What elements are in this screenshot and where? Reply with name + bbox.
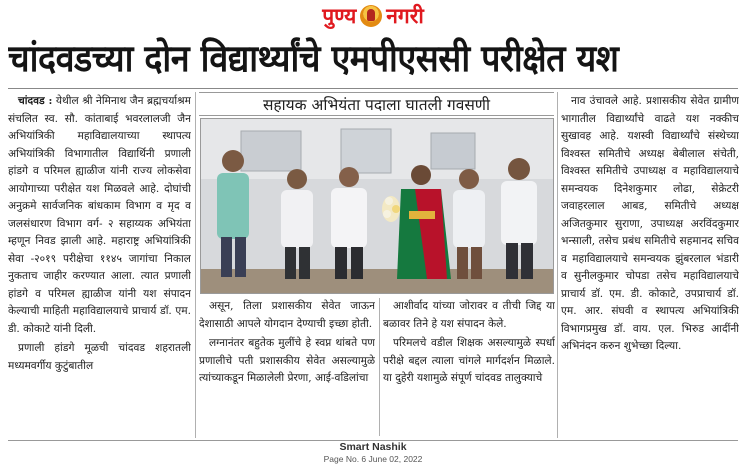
shivaji-emblem-icon bbox=[360, 5, 382, 27]
news-photo bbox=[200, 118, 554, 294]
column-divider bbox=[195, 92, 196, 438]
article-headline: चांदवडच्या दोन विद्यार्थ्यांचे एमपीएससी परीक्षेत यश bbox=[8, 37, 619, 80]
article-column-mid-1 bbox=[199, 298, 375, 438]
column-mid2-para2: परिमलचे वडील शिक्षक असल्यामुळे स्पर्धा परीक्षे बद्दल त्याला चांगले मार्गदर्शन मिळाले. या दुहेरी यशामुळे संपूर्ण चांदवड तालुक्याचे bbox=[383, 337, 555, 384]
masthead bbox=[0, 2, 746, 30]
column-divider bbox=[379, 298, 380, 436]
page-footer bbox=[0, 441, 746, 465]
newspaper-logo bbox=[322, 2, 424, 30]
column-mid1-para1: असून, तिला प्रशासकीय सेवेत जाऊन देशासाठी आपले योगदान देण्याची इच्छा होती. bbox=[199, 300, 375, 330]
dateline: चांदवड : bbox=[18, 95, 53, 107]
column-left-para2: प्रणाली हांडगे मूळची चांदवड शहरातली मध्यमवर्गीय कुटुंबातील bbox=[8, 342, 191, 372]
article-subhead: सहायक अभियंता पदाला घातली गवसणी bbox=[199, 92, 554, 116]
headline-divider bbox=[8, 88, 738, 89]
column-right-para: नाव उंचावले आहे. प्रशासकीय सेवेत ग्रामीण भागातील विद्यार्थ्यांचे वाढते यश नक्कीच सुखावह आहे. यशस्वी विद्यार्थ्यांचे संस्थेच्या विश्वस्त समितीचे अध्यक्ष बेबीलाल संचेती, विश्वस्त समितीचे उपाध्यक्ष व महाविद्यालयाचे समन्वयक दिनेशकुमार लोढा, सेक्रेटरी जवाहरलाल आबड, समितीचे अध्यक्ष अजितकुमार सुराणा, उपाध्यक्ष अरविंदकुमार भन्साली, तसेच प्रबंध समितीचे सहमानद सचिव व महाविद्यालयाचे समन्वयक झुंबरलाल भंडारी व सुनीलकुमार चोपडा तसेच महाविद्यालयाचे प्राचार्य डॉ. एम. डी. कोकाटे, उपप्राचार्य डॉ. एम. आर. संघवी व स्थापत्य अभियांत्रिकी विभागप्रमुख डॉ. वाय. एल. भिरुड आदींनी अभिनंदन करुन शुभेच्छा दिल्या. bbox=[561, 95, 739, 352]
column-mid2-para1: आशीर्वाद यांच्या जोरावर व तीची जिद्द या बळावर तिने हे यश संपादन केले. bbox=[383, 300, 555, 330]
logo-word-nagari: नगरी bbox=[386, 3, 424, 28]
page-number-date: Page No. 6 June 02, 2022 bbox=[323, 454, 423, 464]
edition-name: Smart Nashik bbox=[339, 441, 407, 453]
column-mid1-para2: लग्नानंतर बहुतेक मुलींचे हे स्वप्न थांबते पण प्रणालीचे पती प्रशासकीय सेवेत असल्यामुळे त्यांच्याकडून मिळालेली प्रेरणा, आई-वडिलांचा bbox=[199, 337, 375, 384]
article-column-left bbox=[8, 93, 191, 437]
logo-word-punya: पुण्य bbox=[322, 3, 357, 28]
article-column-right bbox=[561, 93, 739, 437]
column-left-para1: येथील श्री नेमिनाथ जैन ब्रह्मचर्याश्रम संचलित स्व. सौ. कांताबाई भवरलालजी जैन अभियांत्रिकी महाविद्यालयाच्या स्थापत्य अभियांत्रिकी विभागातील विद्यार्थिनी प्रणाली हांडगे व परिमल ह्याळीज यांनी राज्य लोकसेवा आयोगाच्या परीक्षेत यश मिळवले आहे. दोघांची अनुक्रमे सार्वजनिक बांधकाम विभाग व मृद व जलसंधारण विभाग वर्ग- २ सहाय्यक अभियंता म्हणून निवड झाली आहे. महाराष्ट्र अभियांत्रिकी सेवा -२०१९ परीक्षेचा ११४५ जागांचा निकाल नुकताच जाहीर करण्यात आला. त्यात प्रणाली हांडगे व परिमल ह्याळीज यांनी यश संपादन केल्याची माहिती महाविद्यालयाचे प्राचार्य डॉ. एम. डी. कोकाटे यांनी दिली. bbox=[8, 95, 191, 335]
article-column-mid-2 bbox=[383, 298, 555, 438]
group-photo-felicitation-icon bbox=[201, 119, 554, 294]
column-divider bbox=[557, 92, 558, 438]
